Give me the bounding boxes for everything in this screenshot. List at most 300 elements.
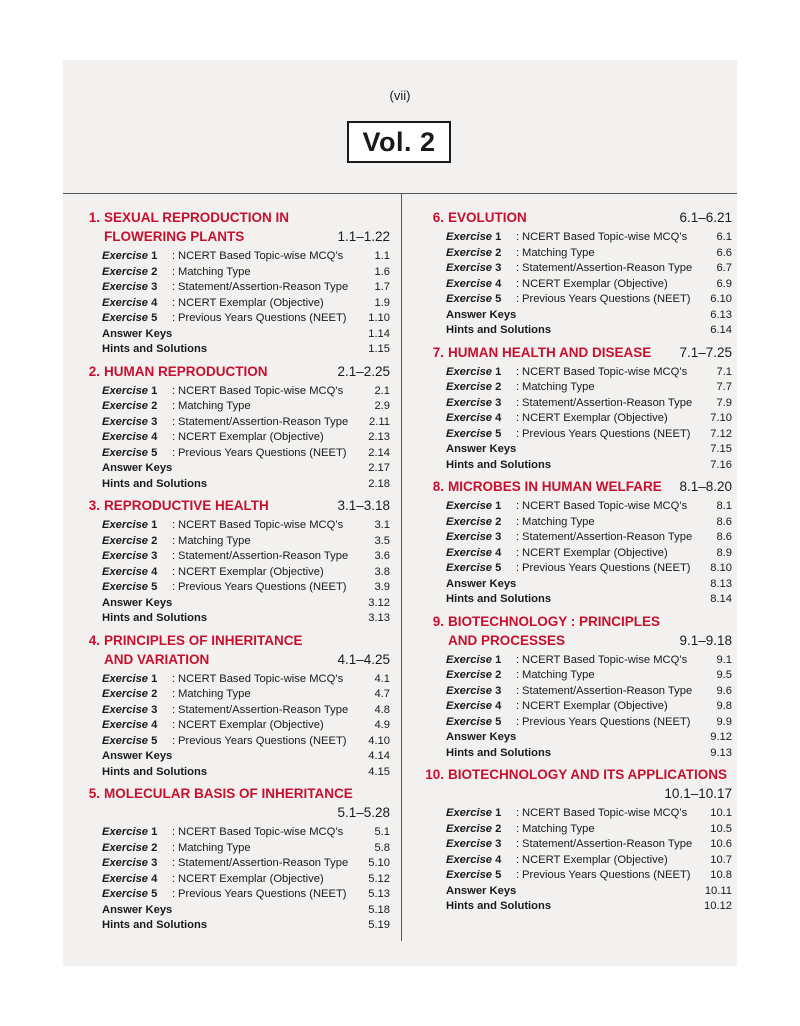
exercise-label (102, 519, 172, 531)
chapter-page-range: 10.1–10.17 (664, 786, 732, 801)
exercise-label (102, 281, 172, 293)
exercise-number: 5 (151, 581, 158, 593)
exercise-page: 6.6 (716, 246, 732, 259)
exercise-colon: : (172, 826, 176, 838)
entry-page: 6.13 (710, 308, 732, 321)
answer-keys-row[interactable] (446, 578, 732, 594)
exercise-number: 4 (151, 565, 158, 578)
exercise-number: 2 (495, 381, 502, 393)
exercise-label (446, 838, 516, 850)
exercise-word: Exercise (102, 281, 149, 293)
answer-keys-row[interactable] (102, 904, 390, 920)
exercise-word: Exercise (446, 277, 493, 290)
exercise-row[interactable] (102, 566, 390, 582)
exercise-row[interactable] (102, 888, 390, 904)
exercise-list (446, 366, 732, 475)
exercise-row[interactable] (446, 262, 732, 278)
hints-row[interactable] (446, 747, 732, 763)
exercise-number: 5 (495, 427, 502, 440)
chapter-number: 7. (432, 344, 444, 360)
chapter-title-row (416, 345, 732, 364)
hints-label: Hints and Solutions (446, 458, 552, 471)
exercise-colon: : (172, 296, 176, 309)
entry-page: 4.15 (368, 765, 390, 778)
hints-label: Hints and Solutions (102, 477, 208, 490)
exercise-page: 8.1 (716, 500, 732, 512)
exercise-row[interactable] (102, 857, 390, 873)
answer-keys-label: Answer Keys (102, 462, 173, 474)
answer-keys-row[interactable] (446, 309, 732, 325)
exercise-number: 5 (151, 888, 158, 900)
left-column (72, 210, 390, 940)
exercise-page: 6.10 (710, 293, 732, 305)
chapter-number: 3. (88, 498, 100, 513)
entry-page: 8.14 (710, 593, 732, 605)
exercise-label (102, 447, 172, 459)
exercise-page: 3.1 (374, 519, 390, 531)
exercise-page: 5.12 (368, 872, 390, 885)
exercise-description: Statement/Assertion-Reason Type (178, 857, 349, 869)
exercise-page: 5.8 (374, 841, 390, 854)
exercise-colon: : (172, 534, 176, 547)
exercise-number: 2 (495, 515, 502, 528)
exercise-number: 1 (151, 384, 158, 397)
hints-row[interactable] (446, 900, 732, 916)
exercise-row[interactable] (446, 654, 732, 670)
chapter-title-line[interactable]: HUMAN HEALTH AND DISEASE (448, 344, 652, 360)
exercise-row[interactable] (102, 297, 390, 313)
exercise-description: Statement/Assertion-Reason Type (178, 550, 349, 562)
exercise-page: 7.1 (716, 365, 732, 378)
exercise-number: 3 (151, 281, 158, 293)
exercise-word: Exercise (446, 293, 493, 305)
exercise-word: Exercise (446, 262, 493, 274)
answer-keys-row[interactable] (102, 597, 390, 613)
exercise-row[interactable] (446, 412, 732, 428)
exercise-label (102, 416, 172, 428)
exercise-page: 5.13 (368, 888, 390, 900)
exercise-colon: : (516, 838, 520, 850)
exercise-colon: : (172, 888, 176, 900)
exercise-description: NCERT Exemplar (Objective) (522, 853, 668, 866)
answer-keys-label: Answer Keys (102, 327, 173, 340)
chapter-title-line[interactable]: MOLECULAR BASIS OF INHERITANCE (104, 786, 353, 801)
exercise-description: NCERT Based Topic-wise MCQ’s (522, 807, 688, 819)
exercise-number: 3 (495, 838, 502, 850)
chapter-title-line[interactable]: HUMAN REPRODUCTION (104, 363, 268, 379)
exercise-row[interactable] (446, 807, 732, 823)
exercise-word: Exercise (102, 431, 149, 443)
exercise-page: 10.1 (710, 807, 732, 819)
exercise-list (446, 231, 732, 340)
exercise-word: Exercise (446, 246, 493, 259)
exercise-row[interactable] (446, 231, 732, 247)
exercise-page: 4.9 (374, 719, 390, 731)
chapter-number: 8. (432, 479, 444, 494)
exercise-colon: : (516, 515, 520, 528)
exercise-word: Exercise (102, 888, 149, 900)
answer-keys-row[interactable] (446, 731, 732, 747)
exercise-description: NCERT Exemplar (Objective) (522, 277, 668, 290)
exercise-label (102, 673, 172, 685)
exercise-number: 5 (495, 715, 502, 728)
exercise-colon: : (172, 734, 176, 747)
chapter-title-row (416, 210, 732, 229)
exercise-row[interactable] (102, 550, 390, 566)
entry-page: 8.13 (710, 577, 732, 590)
chapter-title-line[interactable]: REPRODUCTIVE HEALTH (104, 498, 269, 513)
exercise-word: Exercise (446, 807, 493, 819)
exercise-row[interactable] (102, 673, 390, 689)
exercise-row[interactable] (446, 293, 732, 309)
answer-keys-row[interactable] (446, 443, 732, 459)
right-column (416, 210, 732, 921)
exercise-label (446, 716, 516, 728)
exercise-row[interactable] (446, 700, 732, 716)
chapter-title-line[interactable]: FLOWERING PLANTS (104, 229, 245, 244)
exercise-word: Exercise (102, 446, 149, 459)
hints-row[interactable] (102, 919, 390, 935)
exercise-row[interactable] (446, 366, 732, 382)
exercise-row[interactable] (446, 381, 732, 397)
chapter-title-line[interactable]: PRINCIPLES OF INHERITANCE (104, 632, 303, 648)
exercise-row[interactable] (102, 581, 390, 597)
chapter-entry (416, 614, 732, 763)
exercise-row[interactable] (446, 716, 732, 732)
exercise-word: Exercise (446, 365, 493, 378)
exercise-colon: : (172, 581, 176, 593)
exercise-row[interactable] (446, 854, 732, 870)
exercise-page: 3.6 (374, 550, 390, 562)
exercise-row[interactable] (446, 247, 732, 263)
exercise-description: Matching Type (178, 400, 251, 412)
exercise-label (102, 297, 172, 309)
chapter-heading (416, 614, 732, 652)
chapter-title-line[interactable]: SEXUAL REPRODUCTION IN (104, 210, 290, 225)
entry-page: 10.12 (704, 900, 732, 912)
chapter-title-line[interactable]: BIOTECHNOLOGY : PRINCIPLES (448, 613, 661, 629)
exercise-description: Statement/Assertion-Reason Type (178, 281, 349, 293)
entry-page: 4.14 (368, 750, 390, 762)
exercise-number: 2 (151, 688, 158, 700)
exercise-row[interactable] (102, 447, 390, 463)
exercise-label (102, 704, 172, 716)
chapter-entry (72, 498, 390, 628)
exercise-colon: : (516, 653, 520, 666)
exercise-row[interactable] (446, 669, 732, 685)
exercise-row[interactable] (102, 735, 390, 751)
exercise-row[interactable] (446, 547, 732, 563)
entry-page: 9.13 (710, 746, 732, 759)
exercise-colon: : (516, 262, 520, 274)
exercise-number: 1 (495, 653, 502, 666)
chapter-entry (72, 633, 390, 782)
exercise-row[interactable] (102, 519, 390, 535)
volume-title: Vol. 2 (362, 126, 436, 157)
exercise-list (102, 673, 390, 782)
entry-page: 3.12 (368, 596, 390, 609)
exercise-number: 1 (151, 826, 158, 838)
exercise-number: 4 (151, 431, 158, 443)
hints-label: Hints and Solutions (446, 324, 552, 336)
exercise-row[interactable] (102, 431, 390, 447)
exercise-colon: : (172, 312, 176, 324)
exercise-list (102, 250, 390, 359)
exercise-description: NCERT Exemplar (Objective) (522, 700, 668, 712)
chapter-heading (416, 479, 732, 498)
exercise-label (446, 823, 516, 835)
exercise-word: Exercise (102, 415, 149, 428)
exercise-row[interactable] (446, 500, 732, 516)
exercise-description: Statement/Assertion-Reason Type (522, 262, 693, 274)
exercise-word: Exercise (446, 546, 493, 559)
entry-page: 5.18 (368, 903, 390, 916)
exercise-row[interactable] (102, 400, 390, 416)
exercise-row[interactable] (102, 250, 390, 266)
exercise-row[interactable] (102, 842, 390, 858)
exercise-label (102, 385, 172, 397)
exercise-colon: : (516, 231, 520, 243)
chapter-title-line[interactable]: EVOLUTION (448, 210, 527, 225)
exercise-word: Exercise (102, 296, 149, 309)
exercise-label (102, 312, 172, 324)
exercise-number: 3 (151, 703, 158, 716)
exercise-number: 3 (151, 415, 158, 428)
exercise-page: 10.6 (710, 838, 732, 850)
exercise-page: 4.7 (374, 688, 390, 700)
exercise-colon: : (516, 427, 520, 440)
chapter-title-row (72, 229, 390, 248)
exercise-description: NCERT Based Topic-wise MCQ’s (178, 519, 344, 531)
exercise-colon: : (516, 381, 520, 393)
exercise-label (102, 873, 172, 885)
chapter-title-row (72, 652, 390, 671)
exercise-word: Exercise (446, 515, 493, 528)
exercise-number: 3 (151, 857, 158, 869)
hints-row[interactable] (446, 324, 732, 340)
exercise-number: 3 (151, 550, 158, 562)
exercise-label (446, 381, 516, 393)
hints-row[interactable] (446, 593, 732, 609)
exercise-description: Statement/Assertion-Reason Type (522, 396, 693, 409)
chapter-page-range: 3.1–3.18 (337, 498, 390, 513)
column-divider (401, 193, 402, 941)
answer-keys-label: Answer Keys (102, 596, 173, 609)
exercise-colon: : (172, 250, 176, 262)
chapter-page-range: 4.1–4.25 (337, 651, 390, 667)
exercise-page: 9.8 (716, 700, 732, 712)
exercise-label (446, 700, 516, 712)
exercise-row[interactable] (102, 281, 390, 297)
exercise-label (446, 562, 516, 574)
exercise-row[interactable] (446, 428, 732, 444)
exercise-page: 6.7 (716, 262, 732, 274)
exercise-label (446, 807, 516, 819)
exercise-label (446, 231, 516, 243)
exercise-word: Exercise (446, 653, 493, 666)
hints-label: Hints and Solutions (446, 746, 552, 759)
answer-keys-row[interactable] (102, 328, 390, 344)
exercise-row[interactable] (446, 278, 732, 294)
exercise-number: 5 (495, 869, 502, 881)
answer-keys-label: Answer Keys (102, 903, 173, 916)
chapter-title-line[interactable]: BIOTECHNOLOGY AND ITS APPLICATIONS (448, 767, 728, 782)
exercise-description: NCERT Based Topic-wise MCQ’s (178, 384, 344, 397)
exercise-label (446, 366, 516, 378)
chapter-title-line[interactable]: MICROBES IN HUMAN WELFARE (448, 479, 662, 494)
answer-keys-row[interactable] (446, 885, 732, 901)
exercise-description: NCERT Based Topic-wise MCQ’s (522, 653, 688, 666)
exercise-label (446, 685, 516, 697)
exercise-colon: : (516, 684, 520, 697)
exercise-page: 1.9 (374, 296, 390, 309)
exercise-number: 2 (151, 400, 158, 412)
exercise-colon: : (516, 546, 520, 559)
exercise-number: 4 (495, 853, 502, 866)
exercise-description: NCERT Based Topic-wise MCQ’s (178, 826, 344, 838)
exercise-word: Exercise (446, 427, 493, 440)
exercise-row[interactable] (102, 688, 390, 704)
chapter-entry (416, 345, 732, 475)
exercise-row[interactable] (446, 562, 732, 578)
exercise-label (102, 431, 172, 443)
exercise-row[interactable] (102, 719, 390, 735)
exercise-colon: : (172, 565, 176, 578)
exercise-number: 2 (151, 841, 158, 854)
exercise-label (446, 516, 516, 528)
exercise-colon: : (516, 365, 520, 378)
exercise-description: Matching Type (522, 246, 595, 259)
hints-label: Hints and Solutions (102, 765, 208, 778)
exercise-colon: : (516, 853, 520, 866)
chapter-title-row (416, 479, 732, 498)
exercise-row[interactable] (102, 416, 390, 432)
exercise-number: 4 (151, 719, 158, 731)
exercise-row[interactable] (446, 531, 732, 547)
chapter-heading (416, 210, 732, 229)
answer-keys-label: Answer Keys (446, 577, 517, 590)
exercise-list (446, 500, 732, 609)
hints-row[interactable] (102, 766, 390, 782)
exercise-description: Matching Type (522, 669, 595, 681)
chapter-number: 2. (88, 363, 100, 379)
exercise-word: Exercise (102, 400, 149, 412)
exercise-label (102, 842, 172, 854)
exercise-description: NCERT Exemplar (Objective) (178, 719, 324, 731)
exercise-row[interactable] (446, 823, 732, 839)
exercise-word: Exercise (102, 857, 149, 869)
hints-row[interactable] (102, 343, 390, 359)
exercise-page: 2.14 (368, 446, 390, 459)
exercise-page: 10.7 (710, 853, 732, 866)
exercise-word: Exercise (102, 550, 149, 562)
exercise-row[interactable] (446, 516, 732, 532)
chapter-heading (416, 767, 732, 805)
chapter-title-line[interactable]: AND VARIATION (104, 651, 210, 667)
exercise-label (102, 250, 172, 262)
answer-keys-row[interactable] (102, 462, 390, 478)
exercise-description: Statement/Assertion-Reason Type (178, 703, 349, 716)
exercise-label (102, 688, 172, 700)
hints-row[interactable] (446, 459, 732, 475)
chapter-heading (72, 786, 390, 824)
exercise-row[interactable] (446, 685, 732, 701)
chapter-title-row (416, 633, 732, 652)
exercise-row[interactable] (446, 838, 732, 854)
exercise-page: 9.9 (716, 715, 732, 728)
exercise-word: Exercise (446, 381, 493, 393)
exercise-page: 9.1 (716, 653, 732, 666)
exercise-word: Exercise (446, 231, 493, 243)
exercise-word: Exercise (446, 669, 493, 681)
exercise-page: 10.5 (710, 822, 732, 835)
exercise-word: Exercise (102, 872, 149, 885)
exercise-number: 2 (495, 822, 502, 835)
exercise-label (102, 888, 172, 900)
hints-label: Hints and Solutions (102, 612, 208, 624)
exercise-list (102, 519, 390, 628)
exercise-colon: : (172, 446, 176, 459)
chapter-title-line[interactable]: AND PROCESSES (448, 632, 566, 648)
entry-page: 3.13 (368, 612, 390, 624)
exercise-description: Statement/Assertion-Reason Type (522, 838, 693, 850)
chapter-page-range: 5.1–5.28 (337, 805, 390, 820)
exercise-description: NCERT Based Topic-wise MCQ’s (522, 231, 688, 243)
exercise-word: Exercise (446, 531, 493, 543)
exercise-description: Matching Type (178, 534, 251, 547)
exercise-description: Previous Years Questions (NEET) (522, 869, 691, 881)
answer-keys-label: Answer Keys (446, 884, 517, 897)
exercise-page: 3.9 (374, 581, 390, 593)
exercise-row[interactable] (446, 397, 732, 413)
exercise-description: NCERT Exemplar (Objective) (178, 872, 324, 885)
exercise-page: 2.9 (374, 400, 390, 412)
exercise-row[interactable] (102, 266, 390, 282)
answer-keys-row[interactable] (102, 750, 390, 766)
exercise-number: 5 (495, 293, 502, 305)
exercise-label (446, 669, 516, 681)
exercise-label (446, 869, 516, 881)
hints-row[interactable] (102, 612, 390, 628)
exercise-number: 4 (151, 296, 158, 309)
exercise-page: 5.10 (368, 857, 390, 869)
exercise-row[interactable] (446, 869, 732, 885)
exercise-label (446, 547, 516, 559)
entry-page: 2.18 (368, 477, 390, 490)
exercise-colon: : (172, 841, 176, 854)
exercise-colon: : (172, 703, 176, 716)
hints-row[interactable] (102, 478, 390, 494)
exercise-word: Exercise (102, 688, 149, 700)
exercise-row[interactable] (102, 385, 390, 401)
exercise-row[interactable] (102, 535, 390, 551)
exercise-word: Exercise (446, 500, 493, 512)
exercise-word: Exercise (102, 703, 149, 716)
exercise-number: 3 (495, 684, 502, 697)
exercise-row[interactable] (102, 873, 390, 889)
exercise-row[interactable] (102, 704, 390, 720)
exercise-colon: : (172, 550, 176, 562)
exercise-number: 5 (151, 734, 158, 747)
exercise-row[interactable] (102, 312, 390, 328)
exercise-description: Previous Years Questions (NEET) (178, 312, 347, 324)
exercise-row[interactable] (102, 826, 390, 842)
exercise-page: 8.10 (710, 562, 732, 574)
exercise-colon: : (516, 562, 520, 574)
exercise-description: Matching Type (178, 688, 251, 700)
exercise-colon: : (516, 293, 520, 305)
exercise-word: Exercise (102, 565, 149, 578)
